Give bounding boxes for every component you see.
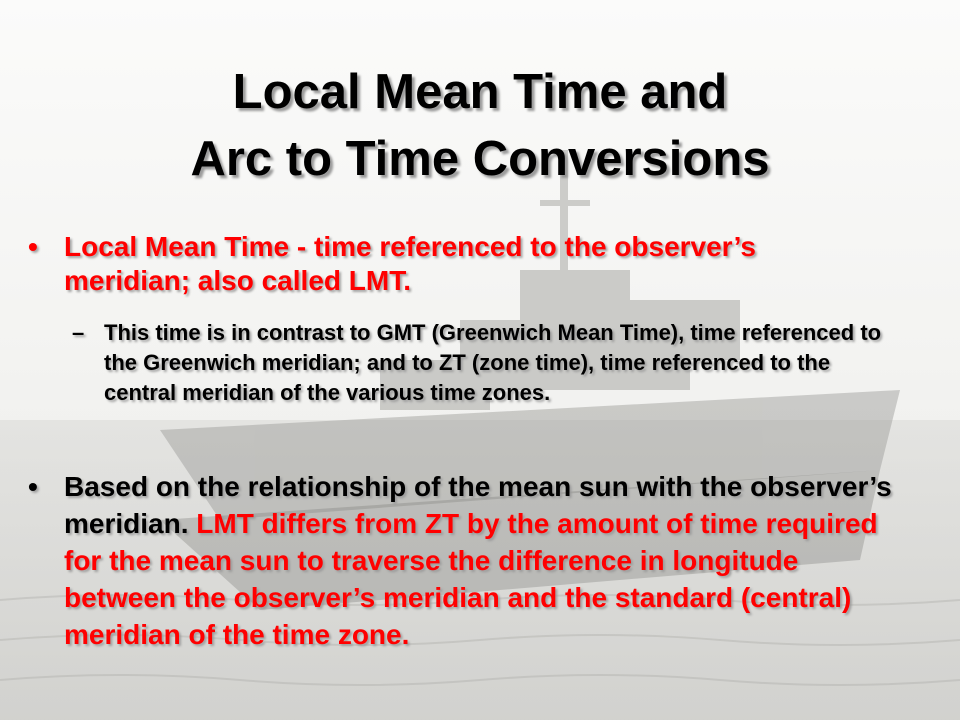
dash-icon: –	[72, 320, 85, 345]
bullet-text-red: LMT differs from ZT by the amount of time required for the mean sun to traverse the difference in longitude between the observer’s meridian and the standard (central) meridian of the time zone.	[64, 508, 878, 650]
bullet-text: Local Mean Time - time referenced to the observer’s meridian; also called LMT.	[64, 231, 756, 296]
slide-title-line-1: Local Mean Time and	[232, 65, 728, 119]
bullet-text	[64, 468, 914, 653]
slide-title-line-2: Arc to Time Conversions	[190, 132, 770, 186]
sub-bullet-text: This time is in contrast to GMT (Greenwich Mean Time), time referenced to the Greenwich meridian; and to ZT (zone time), time referenced to the central meridian of the various time zones.	[104, 320, 882, 405]
bullet-dot-icon: •	[28, 231, 38, 262]
bullet-text-black: Based on the relationship of the mean sun with the observer’s meridian.	[64, 471, 892, 539]
bullet-dot-icon: •	[28, 471, 38, 502]
